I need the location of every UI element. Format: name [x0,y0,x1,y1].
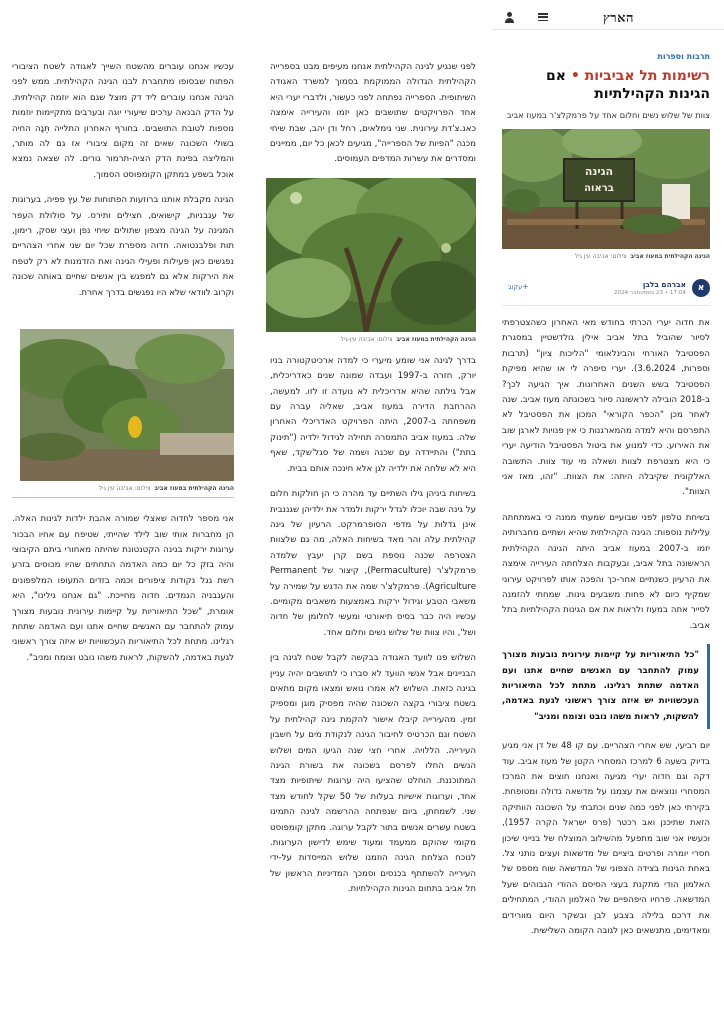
garden-photo-illustration [502,129,710,249]
publish-date: 17:04 • 23 בספטמבר 2024 [613,290,686,296]
svg-text:הגינה: הגינה [584,165,614,178]
headline-series: רשימות תל אביביות [584,68,710,84]
photo1-caption: הגינה הקהילתית במעוז אביב צילום: אביבה עין גיל [574,253,710,260]
follow-label: עקוב [508,282,523,291]
article-paragraph: בשיחת טלפון לפני שבועיים שמעתי ממנה כי באמתחתה עלילות נוספות: הגינה הקהילתית שהיא ושתיים מחברותיה יזמו ב-2007 במעוז אביב היתה הגינה הקהילתית הראשונה בתל אביב, ובעקבות הצלחתה העירייה אימצה את הרעיון כשנתיים אחר-כך והפכה אותו לפרויקט עירוני שמקיף כיום לא פחות משבעים גינות. שמחתי להזמנה לסייר אתה במעוז ולראות את אם הגינות הקהילתיות בתל אביב. [502,512,710,631]
headline-title: אם הגינות הקהילתיות [546,68,710,102]
article-paragraph: בדרך לגינה אני שומע מיערי כי למדה ארכיטקטורה בניו יורק, חזרה ב-1997 ועבדה שמונה שנים כאדריכלית, אבל גילתה שהיא אדריכלית לא נועדה זו לזו. למעשה, ההרחבת הדירה במעוז אביב, שאליה עברה עם משפחתה ב-2007, היתה הפרויקט האדריכלי האחרון שלה. במעוז אביב התמסרה תחילה לגידול ילדיה ("תינוק בתת") והתיידדה עם שכנה ושמה של סגל'שקד, שאף היא לא שלחה את ילדיה לגן אלא חינכה אותם בבית. [270,355,476,474]
garden-photo-illustration [266,178,476,332]
headline-separator: • [565,68,585,84]
author-meta [614,280,686,296]
article-subtitle: צוות של שלוש נשים וחלום אחד על פרמקלצ'ר במעוז אביב [506,110,710,120]
article-paragraph: השלוש פנו לוועד האגודה בבקשה לקבל שטח לגינה בין הבניינים אבל אנשי הוועד לא סברו כי לתושבים יהיה עניין בגינה כזאת. השלוש לא אמרו נואש ומצאו מקום מתאים בשטח ציבורי בקצה השכונה שהיה מפסיק מוגן ומספיק זמין. מהעירייה קיבלו אישור להקמת גינה קהילתית על השטח וגם הכרטיס לחיבור הגינה לנקודת מים על חשבון העירייה. הללויה. אחרי חצי שנה הגיעו המים ושלוש הנשים החלו לפרסם בשכונה את בשורת הגינה המתוכננת. הוחלט שהציעו היה ערוגות שיתופיות מצד אחד, וערוגות אישיות בעלות של 50 שקל לחודש מצד שני. לשמחתן, ביום שנפתחה ההרשמה לגינה התמינו בשטח עשרים אנשים בתור לקבל ערוגה. מתקן קומפוסט מקומי שהוקם ממעמד ומעוד שימש לדישון הערוגות. לנוכח הצלחת הגינה הוזמנו שלוש המייסדות על-ידי העירייה להשתתף בכנסים וסמכך המדיניות הראשון של תל אביב בתחום הגינות הקהילתיות. [270,653,476,895]
garden-photo-sign[interactable] [502,129,710,249]
photo2-caption: הגינה הקהילתית במעוז אביב צילום: אביבה עין-גיל [340,335,476,343]
column-left [0,0,242,1024]
author-avatar[interactable]: א [692,279,710,297]
photo3-caption: הגינה הקהילתית במעוז אביב צילום: אביבה עין גיל [98,485,234,493]
article-paragraph: אני מספר לחדוה שאצלי שמורה אהבת ילדות לגינות האלה. הן מחברות אותי שוב לילד שהייתי, שטיפח עם אחיו הבכור ערוגות ירקות בגינה הקטנטונת שהיתה מאחורי ביתם הקיבוצי והיה בזק כל יום כמה האדמה התחתים שהיו מכוסים בזרע רשת גגל נקודות ציפורים וכמה בזדים התעופו המלפפונים והעגבניה הגמדים. חדוה מחייכת. "גם אנחנו גילינו", היא אומרת, "שכל התיאוריות על קיימות עירונית נובעות מצורך עמוק להתחבר עם האנשים שחיים אתנו ועם האדמה שתחת רגלינו. מתחת לכל התיאוריות העכשוויות יש איזה צורך ראשוני לגעת באדמה, להשקות, לראות משהו נובט וצומח ומניב". [12,514,234,663]
article-paragraph: את חדוה יערי הכרתי בחודש מאי האחרון כשהצטרפתי לסיור שהוביל בתל אביב אילין גולדשטיין במסגרת הפסטיבל האורחי והבינלאומי "הליכות ציון" (תרבות וספרות, 3.6.2024). יערי סיפרה לי או שהיא מפיקת הפסטיבל בשש השנים האחרונות. איך הגיעה לכך? ב-2018 הובילה לראשונה סיור בשכונתה מעוז אביב. שנה לאחר מכן "הכפר הקוראי" המכון את הפסטיבל לא התפרסם והיא למדה מהמארגנות כי אין פנויות לארגן שוב את האירוע. כדי למנוע את ביטול הפסטיבל הודיעה יערי כי היא מצטרפת לצוות ושאלה מי עוד צוות. התשובה האלקונית שקיבלה היתה: את הצוות. "זהו, מאז אני הצוות". [502,318,711,498]
article-paragraph: לפני שנגיע לגינה הקהילתית אנחנו מעיפים מבט בספרייה הקהילתית הגדולה הממוקמת בסמוך למשרד האגודה השיתופית. הספרייה נפתחה לפני כעשור, ולדברי יערי היא אחד הפרויקטים שתושבים כאן יזמו והעירייה אימצה כאנ.צ'דת עירונית. שני גימלאים, רחל ודן יהב, שבת שיחי מכנה "הפיות של הספרייה", מגיעים לכאן כל יום, ממיינים ומסדרים את עשרות המדפים העמוסים. [270,62,476,165]
hamburger-menu-icon[interactable] [538,13,548,21]
divider [12,497,234,498]
column-middle [260,0,482,1024]
author-name[interactable]: אברהם בלבן [642,280,686,289]
garden-photo-illustration [20,329,234,481]
follow-button[interactable] [508,282,531,291]
garden-photo-tree[interactable] [266,178,476,332]
article-paragraph: יום רביעי, שש אחרי הצהריים. עם קו 48 של דן אני מגיע בדיוק בשעה 6 למרכז המסחרי הקטן של מעוז אביב. עוד דקה וגם חדוה יערי מגיעה ואנחנו חוצים את המרכז המסחרי ונוצאים את עצמנו על מדשאה גדולה ומטופחת. בקירתי כאן לפני כמה שנים וכתבתי על השכונה הוותיקה הזאת שתיכנן ואב רכטר (פרס ישראל הקרה 1957), וכעשיו אני שוב מתפעל מהשילוב המוצלח של בנייני שיכון חסרי יומרה ופרטים ביציים של מדשאות ועצים נותני צל. באחת הגינות בצידה הצפוני של המדשאה שוח מספס של האלמון הודי מתקנת בעצי הסיסם ההודי הגבוהים שעל המדשאה. פרחיו היפהפיים של האלמון ההודי, המתחילים את דרכם בלילה בצבע לבן ובשקר היום מוורידים ומאדימים, מתנשאים כאן לגובה הקומה השלישית. [502,741,710,937]
svg-text:בראוה: בראוה [584,183,614,194]
pull-quote: "כל התיאוריות על קיימות עירונית נובעות מצורך עמוק להתחבר עם האנשים שחיים אתנו ועם האדמה שתחת רגלינו. מתחת לכל התיאוריות העכשוויות יש איזה צורך ראשוני לגעת באדמה, להשקות, לראות משהו נובט וצומח ומניב" [502,644,710,729]
site-logo[interactable]: הארץ [603,11,634,26]
site-header [492,6,724,30]
divider [502,305,710,306]
article-paragraph: בשיחות ביניהן גילו השתיים עד מהרה כי הן חולקות חלום על גינה שבה יוכלו לגדל ירקות ולמדר את ילדיהן שגננבית אינן גדלות על מדפי הסופרמרקט. הרעיון של גינה קהילתית עלה והר מאד בשיחות האלה, מה גם שלצוות הצטרפה שכנה נוספת בשם קרן יעבץ שלמדה פרמקלצ'ר (Permaculture), קיצור של Permanent Agriculture). פרמקלצ'ר שמה את הדגש על שמירה על משאבי הטבע וגידול ירקות באמצעות משאבים מקומיים. עכשיו היה כבר בסיס תיאורטי ומעשי לחלומן של חדוה ושל', והיו צוות של שלוש נשים וחלום אחד. [270,489,476,638]
author-box [502,277,710,299]
article-paragraph: הגינה מקבלת אותנו ברוזעות הפתוחות של עץ פפיה, בערוגות של עגבניות, קישואים, חצילים ותירס. על סולולת העפר המגינה על הגינה מצפון שתולים שיחי נפן ועצי שסק, רימון, תות ופלבנטואה. חדוה מספרת שכל יום שני אחרי הצהריים נפגשים כאן פעילות ופעילי הגינה ואת הזדמנות לא רק לטפח את הירקות אלא גם למפגש בין אנשים שחיים באותה שכונה וקרוב לוודאי שלא היו נפגשים בדרך אחרת. [12,195,234,298]
article-headline [502,67,710,103]
user-icon[interactable] [504,12,514,23]
section-tag[interactable]: תרבות וספרות [657,52,710,61]
plus-icon: + [522,282,529,291]
article-paragraph: עכשיו אנחנו עוברים מהשטח השייך לאגודה לשטח הציבורי הפתוח שבסופו מתחברת לבנו הגינה הקהילתית. ממש לפני הגינה אנחנו עוברים ליד דק מוצל שגם הוא יוזמה קהילתית. על הדק הבנאה ערכים שיעורי יוגה ובערבים מתקיימות יוזמות נוספות לטובת התושבים. בחורף האחרון התלייה תֵּנָה החיה בשולי השכונה שאים זה מקום ציבורי אז גם לה מותר, והמליצה בפינת הדק הציה-תרמור גורים. לה שצאה נמצא אוכל בשפע במתקן הקומפוסט הסמוך. [12,62,234,180]
garden-photo-eggplant[interactable] [20,329,234,481]
column-right [492,0,724,1024]
